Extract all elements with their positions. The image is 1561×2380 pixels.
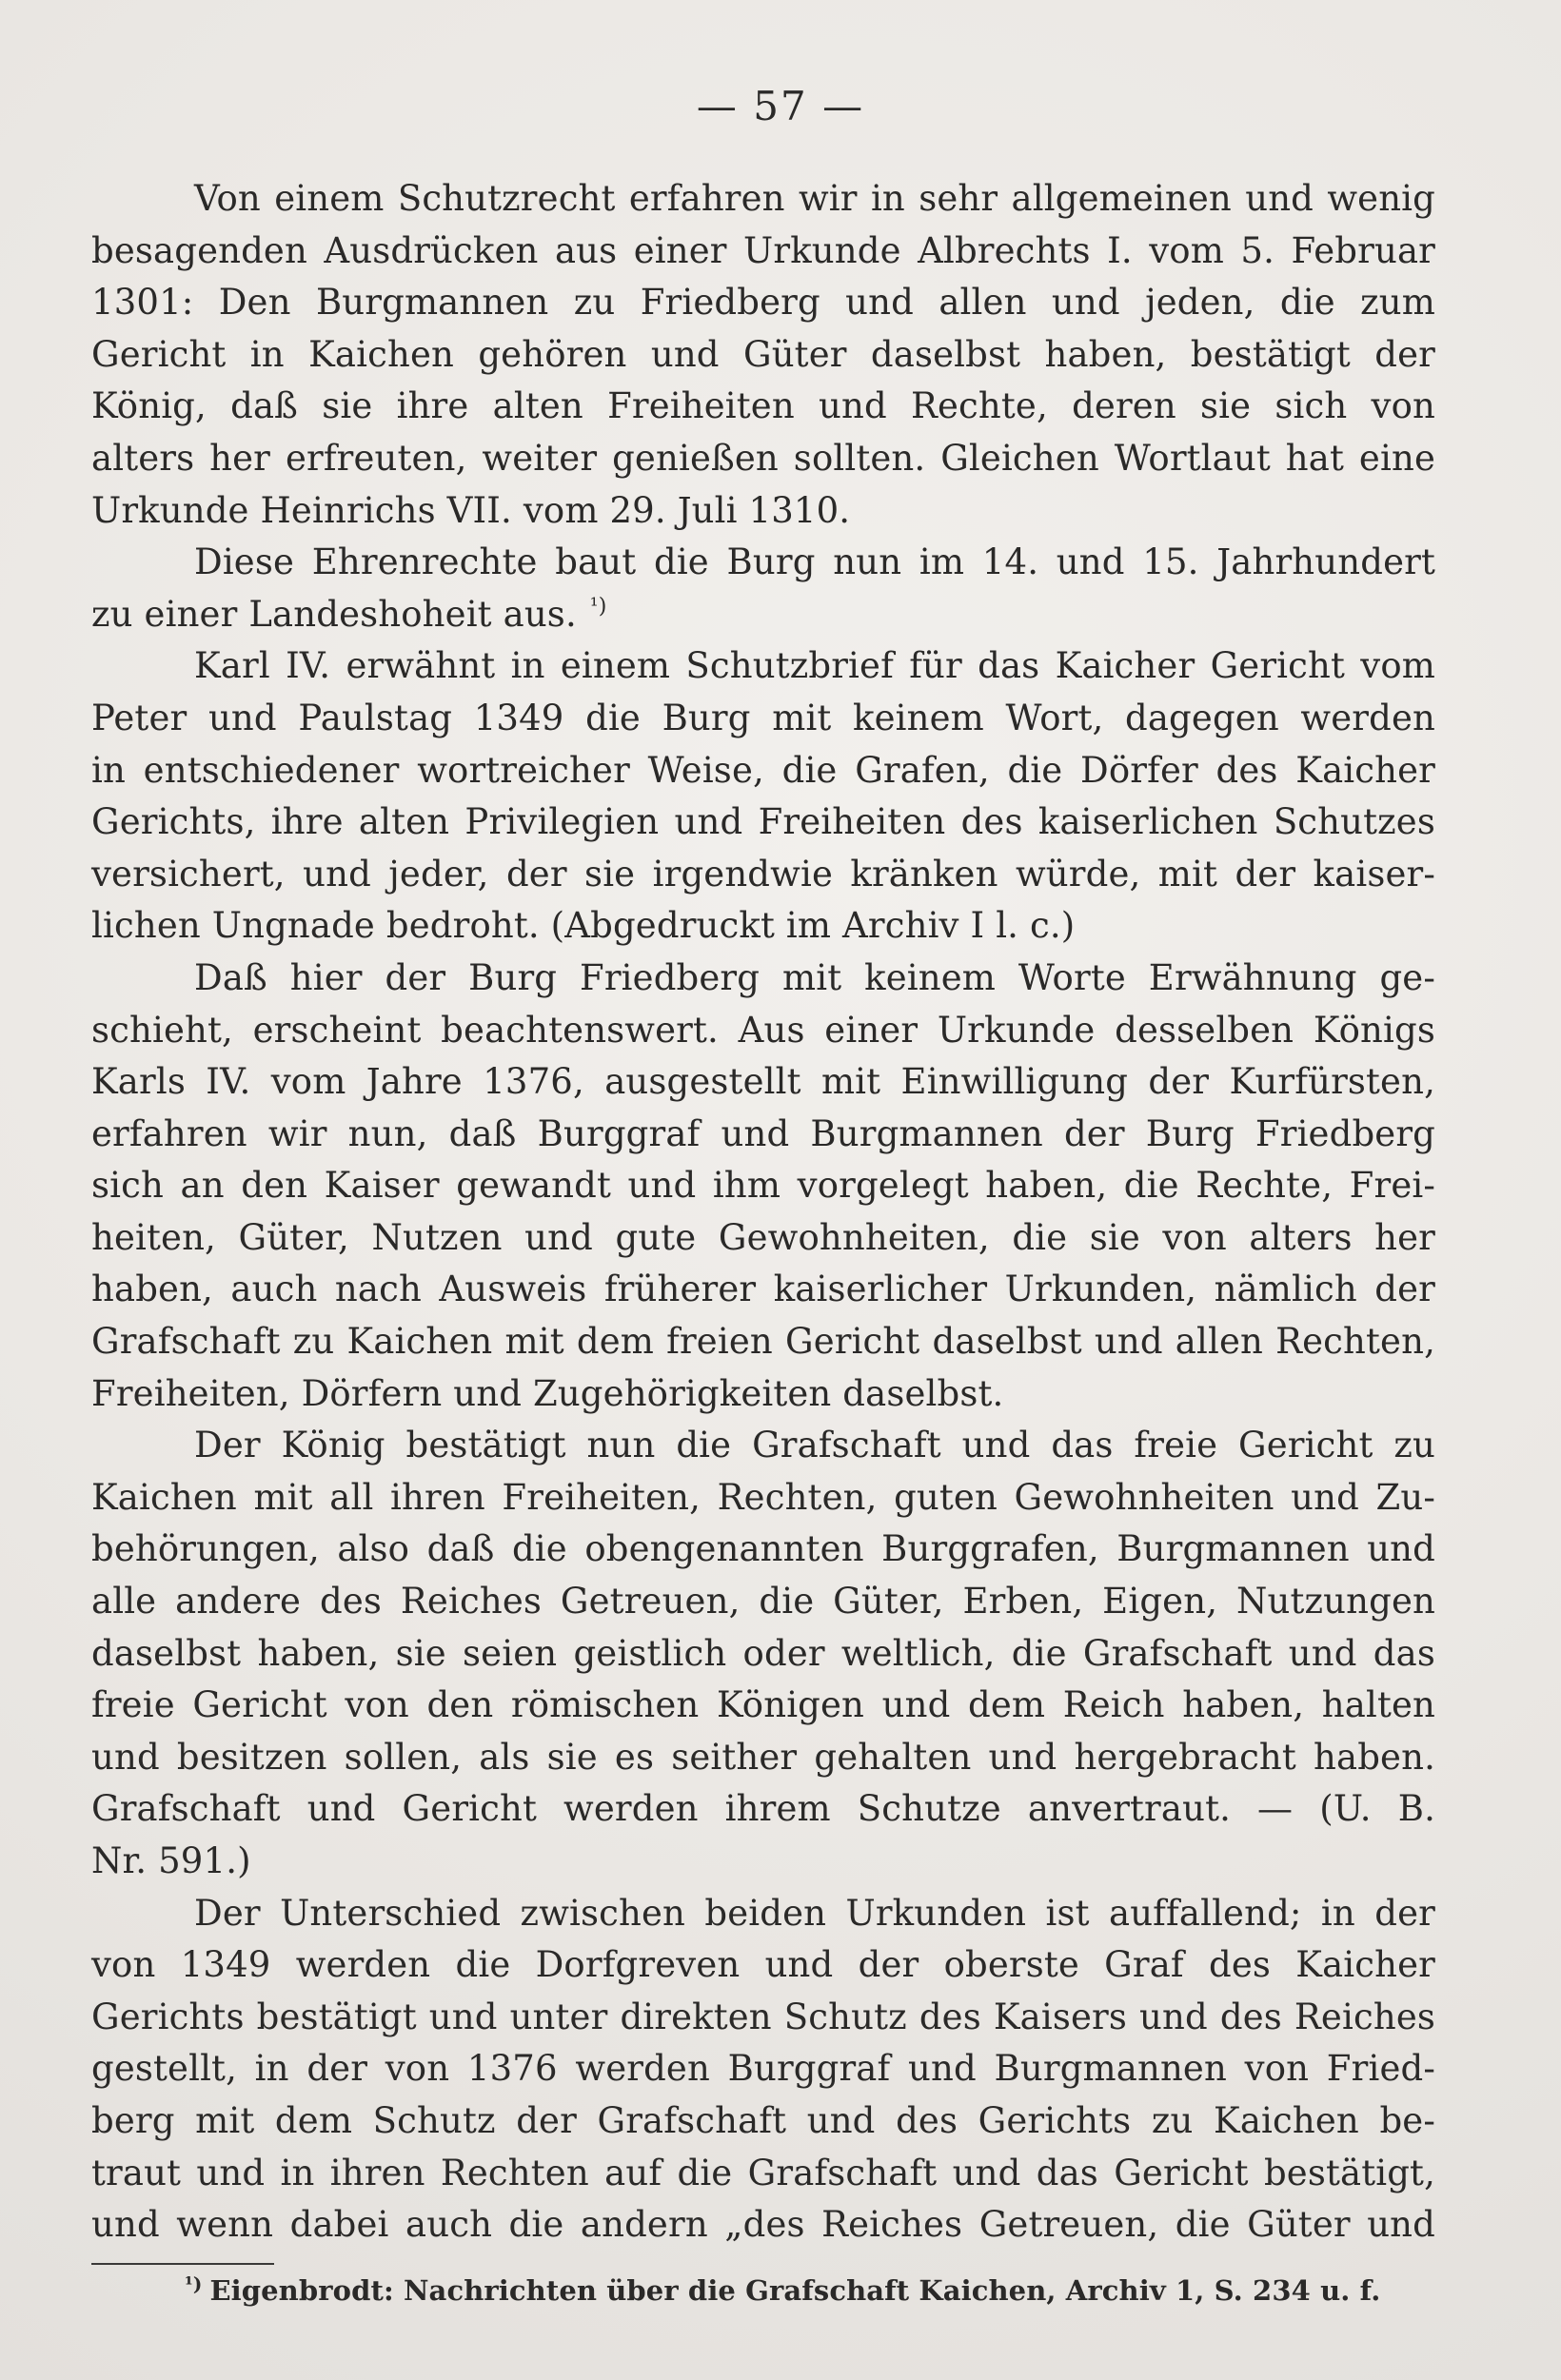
page-number: — 57 — (696, 83, 865, 129)
text-line: lichen Ungnade bedroht. (Abgedruckt im Archiv I l. c.) (91, 905, 1076, 947)
text-line: und wenn dabei auch die andern „des Reiches Getreuen, die Güter und (91, 2204, 1435, 2246)
text-line: Karl IV. erwähnt in einem Schutzbrief für das Kaicher Gericht vom (194, 645, 1435, 687)
text-line: Gerichts bestätigt und unter direkten Schutz des Kaisers und des Reiches (91, 1996, 1435, 2037)
text-line: Peter und Paulstag 1349 die Burg mit keinem Wort, dagegen werden (91, 697, 1435, 738)
text-line: Von einem Schutzrecht erfahren wir in sehr allgemeinen und wenig (194, 178, 1435, 219)
text-line: von 1349 werden die Dorfgreven und der oberste Graf des Kaicher (91, 1944, 1435, 1986)
text-line: daselbst haben, sie seien geistlich oder weltlich, die Grafschaft und das (91, 1632, 1435, 1674)
text-line: Der Unterschied zwischen beiden Urkunden ist auffallend; in der (194, 1892, 1435, 1934)
text-line-with-footnote (91, 589, 1435, 641)
text-line: Gericht in Kaichen gehören und Güter daselbst haben, bestätigt der (91, 333, 1435, 375)
text-line: besagenden Ausdrücken aus einer Urkunde Albrechts I. vom 5. Februar (91, 229, 1435, 271)
text-line: freie Gericht von den römischen Königen und dem Reich haben, halten (91, 1684, 1435, 1726)
footnote-reference: ¹) (589, 594, 607, 619)
text-line: heiten, Güter, Nutzen und gute Gewohnheiten, die sie von alters her (91, 1216, 1435, 1258)
text-line: traut und in ihren Rechten auf die Grafschaft und das Gericht bestätigt, (91, 2152, 1435, 2193)
footnote-divider (91, 2263, 274, 2265)
text-line: berg mit dem Schutz der Grafschaft und des Gerichts zu Kaichen be- (91, 2099, 1435, 2141)
text-line: alle andere des Reiches Getreuen, die Güter, Erben, Eigen, Nutzungen (91, 1581, 1435, 1623)
text-line: Urkunde Heinrichs VII. vom 29. Juli 1310. (91, 489, 851, 531)
text-line: schieht, erscheint beachtenswert. Aus einer Urkunde desselben Königs (91, 1009, 1435, 1051)
text-line: Gerichts, ihre alten Privilegien und Freiheiten des kaiserlichen Schutzes (91, 801, 1435, 843)
text-line: Karls IV. vom Jahre 1376, ausgestellt mit Einwilligung der Kurfürsten, (91, 1061, 1435, 1103)
text-line: alters her erfreuten, weiter genießen sollten. Gleichen Wortlaut hat eine (91, 437, 1435, 479)
text-line: Grafschaft und Gericht werden ihrem Schutze anvertraut. — (U. B. (91, 1788, 1435, 1830)
text-line: haben, auch nach Ausweis früherer kaiserlicher Urkunden, nämlich der (91, 1269, 1435, 1310)
text-line: Nr. 591.) (91, 1840, 251, 1881)
text-line: behörungen, also daß die obengenannten Burggrafen, Burgmannen und (91, 1528, 1435, 1570)
text-line: gestellt, in der von 1376 werden Burggraf und Burgmannen von Fried- (91, 2048, 1435, 2090)
text-line: 1301: Den Burgmannen zu Friedberg und allen und jeden, die zum (91, 282, 1435, 324)
text-line: Grafschaft zu Kaichen mit dem freien Gericht daselbst und allen Rechten, (91, 1321, 1435, 1363)
text-line: und besitzen sollen, als sie es seither gehalten und hergebracht haben. (91, 1736, 1435, 1778)
footnote-marker: ¹) (185, 2272, 203, 2295)
text-line: versichert, und jeder, der sie irgendwie kränken würde, mit der kaiser- (91, 853, 1435, 895)
text-line: in entschiedener wortreicher Weise, die Grafen, die Dörfer des Kaicher (91, 749, 1435, 791)
text-line: Diese Ehrenrechte baut die Burg nun im 14. und 15. Jahrhundert (194, 541, 1435, 583)
text-line: Kaichen mit all ihren Freiheiten, Rechten, guten Gewohnheiten und Zu- (91, 1476, 1435, 1518)
text-line: erfahren wir nun, daß Burggraf und Burgmannen der Burg Friedberg (91, 1112, 1435, 1154)
text-line: Freiheiten, Dörfern und Zugehörigkeiten daselbst. (91, 1372, 1004, 1414)
text-line: Der König bestätigt nun die Grafschaft und das freie Gericht zu (194, 1425, 1435, 1466)
text-line: zu einer Landeshoheit aus. (91, 593, 577, 635)
footnote (185, 2270, 1435, 2314)
text-line: Daß hier der Burg Friedberg mit keinem Worte Erwähnung ge- (194, 956, 1435, 998)
text-line: König, daß sie ihre alten Freiheiten und Rechte, deren sie sich von (91, 385, 1435, 427)
text-line: sich an den Kaiser gewandt und ihm vorgelegt haben, die Rechte, Frei- (91, 1165, 1435, 1207)
footnote-text: Eigenbrodt: Nachrichten über die Grafschaft Kaichen, Archiv 1, S. 234 u. f. (209, 2274, 1381, 2307)
body-text (91, 173, 1435, 2252)
